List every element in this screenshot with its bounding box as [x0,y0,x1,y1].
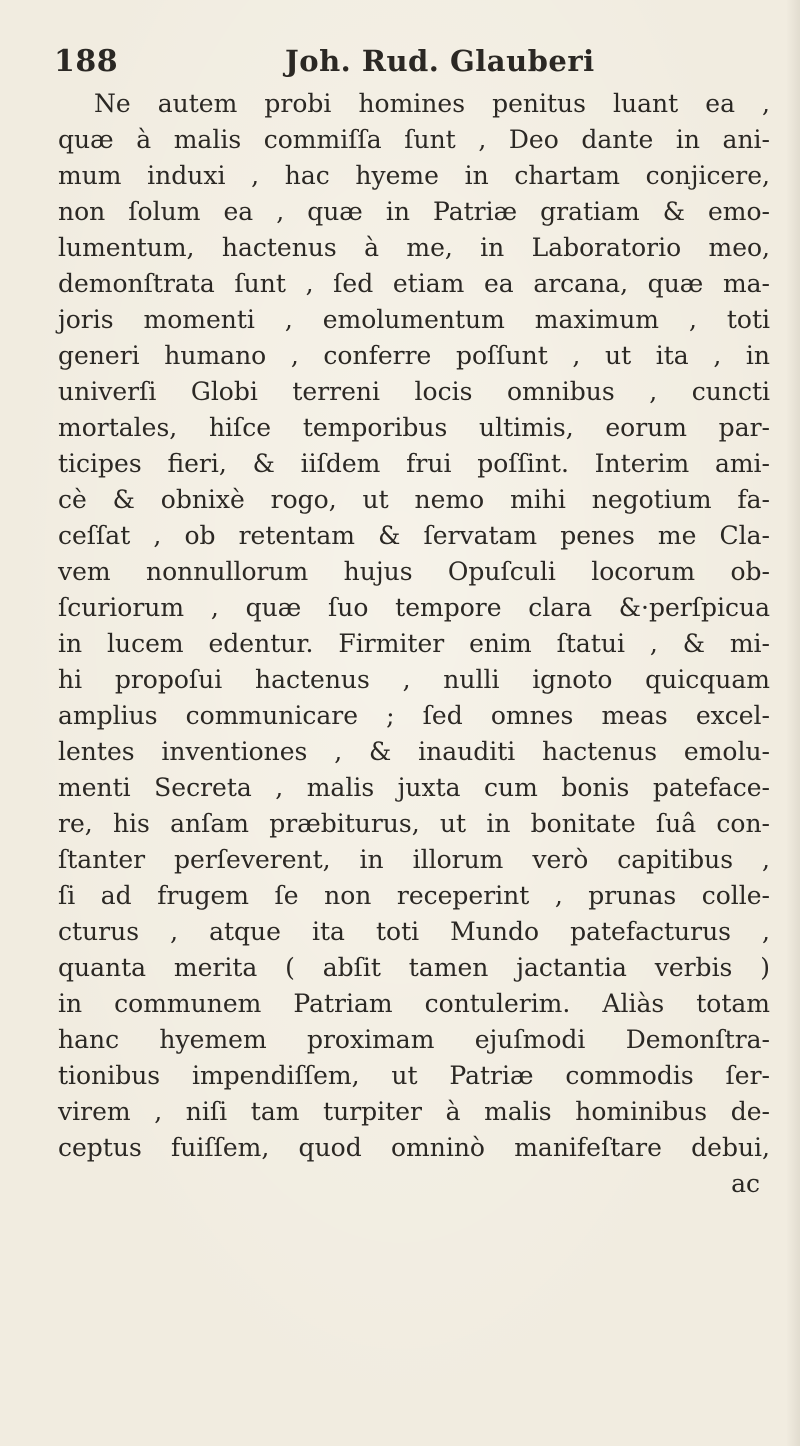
running-head: Joh. Rud. Glauberi [285,44,595,78]
text-line: amplius communicare ; ſed omnes meas excel- [58,701,770,730]
text-line: virem , niſi tam turpiter à malis hominibus de- [58,1097,770,1126]
text-line: ſtanter perſeverent, in illorum verò capitibus , [58,845,770,874]
text-line: ſi ad frugem ſe non receperint , prunas colle- [58,881,770,910]
text-line: mortales, hiſce temporibus ultimis, eorum par- [58,413,770,442]
text-line: generi humano , conferre poſſunt , ut ita , in [58,341,770,370]
text-line: Ne autem probi homines penitus luant ea , [94,89,770,118]
text-line: ceſſat , ob retentam & ſervatam penes me Cla- [58,521,770,550]
text-line: ticipes fieri, & iiſdem frui poſſint. Interim ami- [58,449,770,478]
text-line: quanta merita ( abſit tamen jactantia verbis ) [58,953,770,982]
text-line: menti Secreta , malis juxta cum bonis pateface- [58,773,770,802]
page-edge-shadow [786,0,800,1446]
text-line: cturus , atque ita toti Mundo patefacturus , [58,917,770,946]
text-line: tionibus impendiſſem, ut Patriæ commodis ſer- [58,1061,770,1090]
text-line: in lucem edentur. Firmiter enim ſtatui , & mi- [58,629,770,658]
text-line: in communem Patriam contulerim. Aliàs totam [58,989,770,1018]
text-line: vem nonnullorum hujus Opuſculi locorum ob- [58,557,770,586]
text-line: ſcuriorum , quæ ſuo tempore clara &·perſpicua [58,593,770,622]
text-line: re, his anſam præbiturus, ut in bonitate ſuâ con- [58,809,770,838]
text-line: lentes inventiones , & inauditi hactenus emolu- [58,737,770,766]
text-line: ceptus fuiſſem, quod omninò manifeſtare debui, [58,1133,770,1162]
catchword: ac [731,1169,760,1198]
body-paragraph [58,86,770,1202]
text-line: hi propoſui hactenus , nulli ignoto quicquam [58,665,770,694]
text-line: joris momenti , emolumentum maximum , toti [58,305,770,334]
text-line: mum induxi , hac hyeme in chartam conjicere, [58,161,770,190]
text-line: quæ à malis commiſſa ſunt , Deo dante in ani- [58,125,770,154]
page-header [54,44,654,84]
text-line: univerſi Globi terreni locis omnibus , cuncti [58,377,770,406]
text-line: lumentum, hactenus à me, in Laboratorio meo, [58,233,770,262]
page-number: 188 [54,44,119,79]
text-line: non ſolum ea , quæ in Patriæ gratiam & emo- [58,197,770,226]
text-line: cè & obnixè rogo, ut nemo mihi negotium fa- [58,485,770,514]
text-line: hanc hyemem proximam ejuſmodi Demonſtra- [58,1025,770,1054]
text-line: demonſtrata ſunt , ſed etiam ea arcana, quæ ma- [58,269,770,298]
